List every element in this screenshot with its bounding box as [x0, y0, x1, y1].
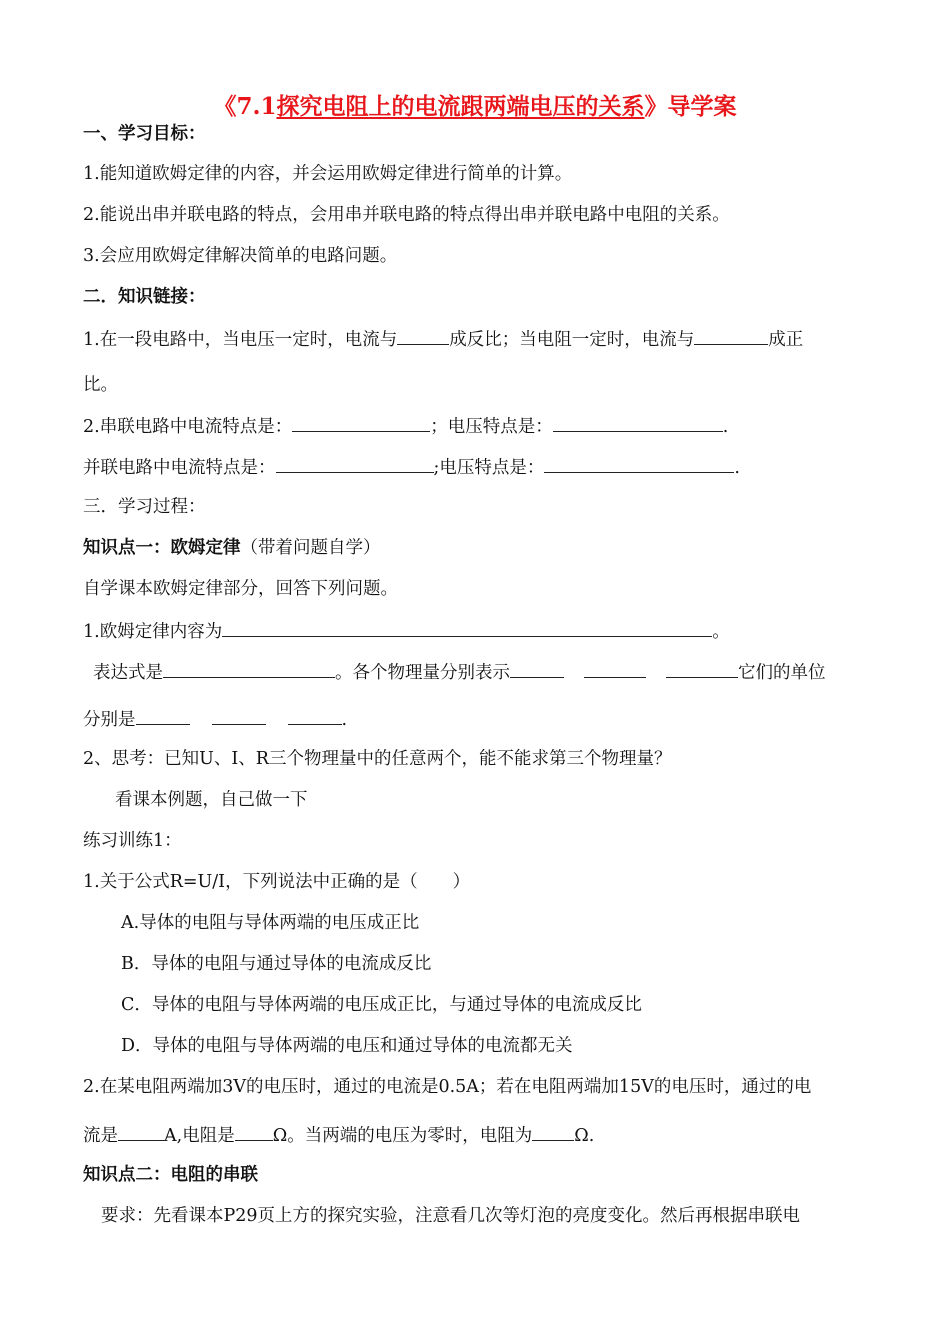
title-close: 》导学案: [644, 93, 737, 120]
blank[interactable]: [136, 706, 190, 725]
document-title: [0, 88, 950, 121]
example-note: 看课本例题，自己做一下: [115, 790, 308, 810]
expression-question: 表达式是 。各个物理量分别表示 它们的单位: [93, 659, 826, 685]
requirement-text: 要求：先看课本P29页上方的探究实验，注意看几次等灯泡的亮度变化。然后再根据串联电: [101, 1206, 801, 1226]
blank[interactable]: [532, 1122, 574, 1141]
goal-2: 2.能说出串并联电路的特点，会用串并联电路的特点得出串并联电路中电阻的关系。: [83, 205, 730, 225]
link-question-1-cont: 比。: [83, 375, 118, 395]
blank[interactable]: [292, 413, 430, 432]
link-question-1: 1.在一段电路中，当电压一定时，电流与 成反比；当电阻一定时，电流与 成正: [83, 326, 803, 352]
blank[interactable]: [510, 659, 564, 678]
section-1-heading: 一、学习目标：: [83, 124, 206, 144]
blank[interactable]: [584, 659, 646, 678]
option-a: A.导体的电阻与导体两端的电压成正比: [121, 913, 420, 933]
option-c: C．导体的电阻与导体两端的电压成正比，与通过导体的电流成反比: [121, 995, 642, 1015]
link-question-3: 并联电路中电流特点是： ;电压特点是： .: [83, 454, 740, 480]
goal-1: 1.能知道欧姆定律的内容，并会运用欧姆定律进行简单的计算。: [83, 164, 573, 184]
link-question-2: 2.串联电路中电流特点是： ；电压特点是： .: [83, 413, 728, 439]
self-study-intro: 自学课本欧姆定律部分，回答下列问题。: [83, 579, 398, 599]
section-3-heading: 三．学习过程：: [83, 497, 206, 517]
blank[interactable]: [694, 326, 768, 345]
practice-heading: 练习训练1：: [83, 831, 182, 851]
blank[interactable]: [544, 454, 734, 473]
option-b: B．导体的电阻与通过导体的电流成反比: [121, 954, 432, 974]
ohm-law-question: 1.欧姆定律内容为 。: [83, 618, 730, 644]
blank[interactable]: [553, 413, 723, 432]
title-main: 探究电阻上的电流跟两端电压的关系: [276, 93, 645, 120]
blank[interactable]: [222, 618, 712, 637]
title-open: 《7.1: [213, 93, 277, 120]
practice-question-2-cont: 流是 A,电阻是 Ω。当两端的电压为零时，电阻为 Ω.: [83, 1122, 594, 1148]
knowledge-point-2: 知识点二：电阻的串联: [83, 1165, 258, 1185]
blank[interactable]: [666, 659, 738, 678]
blank[interactable]: [212, 706, 266, 725]
blank[interactable]: [163, 659, 335, 678]
section-2-heading: 二．知识链接：: [83, 287, 206, 307]
blank[interactable]: [276, 454, 434, 473]
blank[interactable]: [397, 326, 449, 345]
units-question: 分别是 .: [83, 706, 347, 732]
goal-3: 3.会应用欧姆定律解决简单的电路问题。: [83, 246, 398, 266]
practice-question-1: 1.关于公式R=U/I，下列说法中正确的是（ ）: [83, 872, 471, 892]
think-question: 2、思考：已知U、I、R三个物理量中的任意两个，能不能求第三个物理量？: [83, 749, 672, 769]
blank[interactable]: [288, 706, 342, 725]
knowledge-point-1: 知识点一：欧姆定律（带着问题自学）: [83, 538, 381, 558]
practice-question-2: 2.在某电阻两端加3V的电压时，通过的电流是0.5A；若在电阻两端加15V的电压时，通过的电: [83, 1077, 812, 1097]
option-d: D．导体的电阻与导体两端的电压和通过导体的电流都无关: [121, 1036, 573, 1056]
blank[interactable]: [118, 1122, 164, 1141]
blank[interactable]: [235, 1122, 273, 1141]
